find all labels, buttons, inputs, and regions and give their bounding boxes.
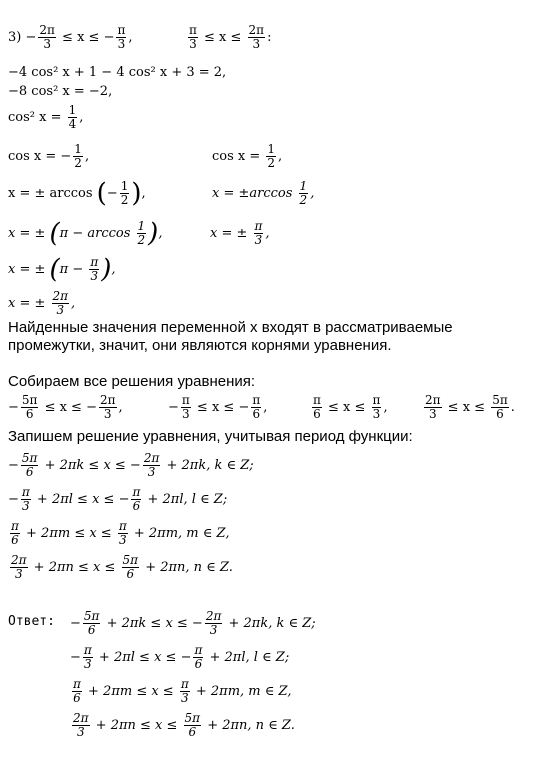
fraction: $\frac{\pi}{3}$ bbox=[90, 255, 99, 283]
fraction: $\frac{2\pi}{3}$ bbox=[99, 393, 116, 421]
fraction: $\frac{2\pi}{3}$ bbox=[425, 393, 441, 421]
fraction: $\frac{2\pi}{3}$ bbox=[248, 23, 265, 51]
equation-line: x = ± $\frac{\pi}{3}$ , bbox=[210, 219, 270, 247]
fraction: $\frac{\pi}{3}$ bbox=[117, 23, 126, 51]
fraction: $\frac{\pi}{3}$ bbox=[372, 393, 381, 421]
period-row: − $\frac{5\pi}{6}$ + 2πk ≤ x ≤ − $\frac{2\pi}{3}$ + 2πk, k ∈ Z; bbox=[8, 451, 254, 479]
fraction: $\frac{\pi}{6}$ bbox=[132, 485, 141, 513]
interval-group: $\frac{2\pi}{3}$ ≤ x ≤ $\frac{5\pi}{6}$ . bbox=[425, 393, 515, 421]
equation-line: x = ± arccos (− $\frac{1}{2}$ ), bbox=[8, 178, 146, 209]
paragraph: промежутки, значит, они являются корнями уравнения. bbox=[8, 337, 392, 354]
fraction: $\frac{\pi}{3}$ bbox=[180, 677, 189, 705]
condition-line-right: $\frac{\pi}{3}$ ≤ x ≤ $\frac{2\pi}{3}$ : bbox=[189, 23, 272, 51]
fraction: $\frac{1}{2}$ bbox=[299, 179, 308, 207]
fraction: $\frac{\pi}{3}$ bbox=[254, 219, 263, 247]
period-row: $\frac{2\pi}{3}$ + 2πn ≤ x ≤ $\frac{5\pi}{6}$ + 2πn, n ∈ Z. bbox=[11, 553, 233, 581]
fraction: $\frac{\pi}{3}$ bbox=[181, 393, 190, 421]
equation-line: cos² x = $\frac{1}{4}$ , bbox=[8, 103, 84, 131]
fraction: $\frac{5\pi}{6}$ bbox=[122, 553, 139, 581]
fraction: $\frac{2\pi}{3}$ bbox=[11, 553, 27, 581]
interval-group: − $\frac{5\pi}{6}$ ≤ x ≤ − $\frac{2\pi}{3}$ , bbox=[8, 393, 123, 421]
answer-row: − $\frac{\pi}{3}$ + 2πl ≤ x ≤ − $\frac{\pi}{6}$ + 2πl, l ∈ Z; bbox=[70, 643, 290, 671]
fraction: $\frac{\pi}{6}$ bbox=[11, 519, 19, 547]
paragraph: Найденные значения переменной x входят в рассматриваемые bbox=[8, 319, 453, 336]
period-row: $\frac{\pi}{6}$ + 2πm ≤ x ≤ $\frac{\pi}{3}$ + 2πm, m ∈ Z, bbox=[11, 519, 230, 547]
fraction: $\frac{1}{2}$ bbox=[267, 142, 276, 170]
interval-group: − $\frac{\pi}{3}$ ≤ x ≤ − $\frac{\pi}{6}$ , bbox=[168, 393, 268, 421]
fraction: $\frac{1}{2}$ bbox=[74, 142, 82, 170]
answer-row: $\frac{\pi}{6}$ + 2πm ≤ x ≤ $\frac{\pi}{3}$ + 2πm, m ∈ Z, bbox=[73, 677, 292, 705]
equation-line: −4 cos² x + 1 − 4 cos² x + 3 = 2, bbox=[8, 65, 227, 80]
fraction: $\frac{5\pi}{6}$ bbox=[83, 609, 100, 637]
fraction: $\frac{\pi}{6}$ bbox=[252, 393, 261, 421]
fraction: $\frac{5\pi}{6}$ bbox=[184, 711, 201, 739]
fraction: $\frac{\pi}{6}$ bbox=[73, 677, 81, 705]
fraction: $\frac{2\pi}{3}$ bbox=[73, 711, 89, 739]
equation-line: x = ± $\frac{2\pi}{3}$ , bbox=[8, 289, 76, 317]
fraction: $\frac{5\pi}{6}$ bbox=[21, 393, 38, 421]
fraction: $\frac{2\pi}{3}$ bbox=[143, 451, 160, 479]
fraction: $\frac{2\pi}{3}$ bbox=[52, 289, 69, 317]
equation-line: x = ±arccos $\frac{1}{2}$ , bbox=[212, 179, 315, 207]
fraction: $\frac{\pi}{6}$ bbox=[194, 643, 203, 671]
paragraph: Собираем все решения уравнения: bbox=[8, 373, 256, 390]
fraction: $\frac{\pi}{6}$ bbox=[313, 393, 321, 421]
equation-line: x = ± (π − $\frac{\pi}{3}$ ), bbox=[8, 254, 116, 285]
fraction: $\frac{\pi}{3}$ bbox=[83, 643, 92, 671]
answer-row: − $\frac{5\pi}{6}$ + 2πk ≤ x ≤ − $\frac{2\pi}{3}$ + 2πk, k ∈ Z; bbox=[70, 609, 316, 637]
fraction: $\frac{\pi}{3}$ bbox=[189, 23, 197, 51]
fraction: $\frac{5\pi}{6}$ bbox=[21, 451, 38, 479]
equation-line: cos x = − $\frac{1}{2}$ , bbox=[8, 142, 90, 170]
condition-line: 3) − $\frac{2\pi}{3}$ ≤ x ≤ − $\frac{\pi}{3}$ , bbox=[8, 23, 133, 51]
fraction: $\frac{1}{4}$ bbox=[68, 103, 77, 131]
paragraph: Запишем решение уравнения, учитывая период функции: bbox=[8, 428, 413, 445]
interval-group: $\frac{\pi}{6}$ ≤ x ≤ $\frac{\pi}{3}$ , bbox=[313, 393, 388, 421]
fraction: $\frac{\pi}{3}$ bbox=[118, 519, 127, 547]
period-row: − $\frac{\pi}{3}$ + 2πl ≤ x ≤ − $\frac{\pi}{6}$ + 2πl, l ∈ Z; bbox=[8, 485, 228, 513]
answer-row: $\frac{2\pi}{3}$ + 2πn ≤ x ≤ $\frac{5\pi}{6}$ + 2πn, n ∈ Z. bbox=[73, 711, 295, 739]
equation-line: x = ± (π − arccos $\frac{1}{2}$ ), bbox=[8, 218, 163, 249]
fraction: $\frac{2\pi}{3}$ bbox=[39, 23, 55, 51]
equation-line: cos x = $\frac{1}{2}$ , bbox=[212, 142, 283, 170]
answer-label: Ответ: bbox=[8, 614, 55, 629]
fraction: $\frac{\pi}{3}$ bbox=[21, 485, 30, 513]
fraction: $\frac{1}{2}$ bbox=[120, 179, 129, 207]
fraction: $\frac{1}{2}$ bbox=[137, 219, 146, 247]
equation-line: −8 cos² x = −2, bbox=[8, 84, 113, 99]
fraction: $\frac{5\pi}{6}$ bbox=[492, 393, 508, 421]
fraction: $\frac{2\pi}{3}$ bbox=[205, 609, 222, 637]
